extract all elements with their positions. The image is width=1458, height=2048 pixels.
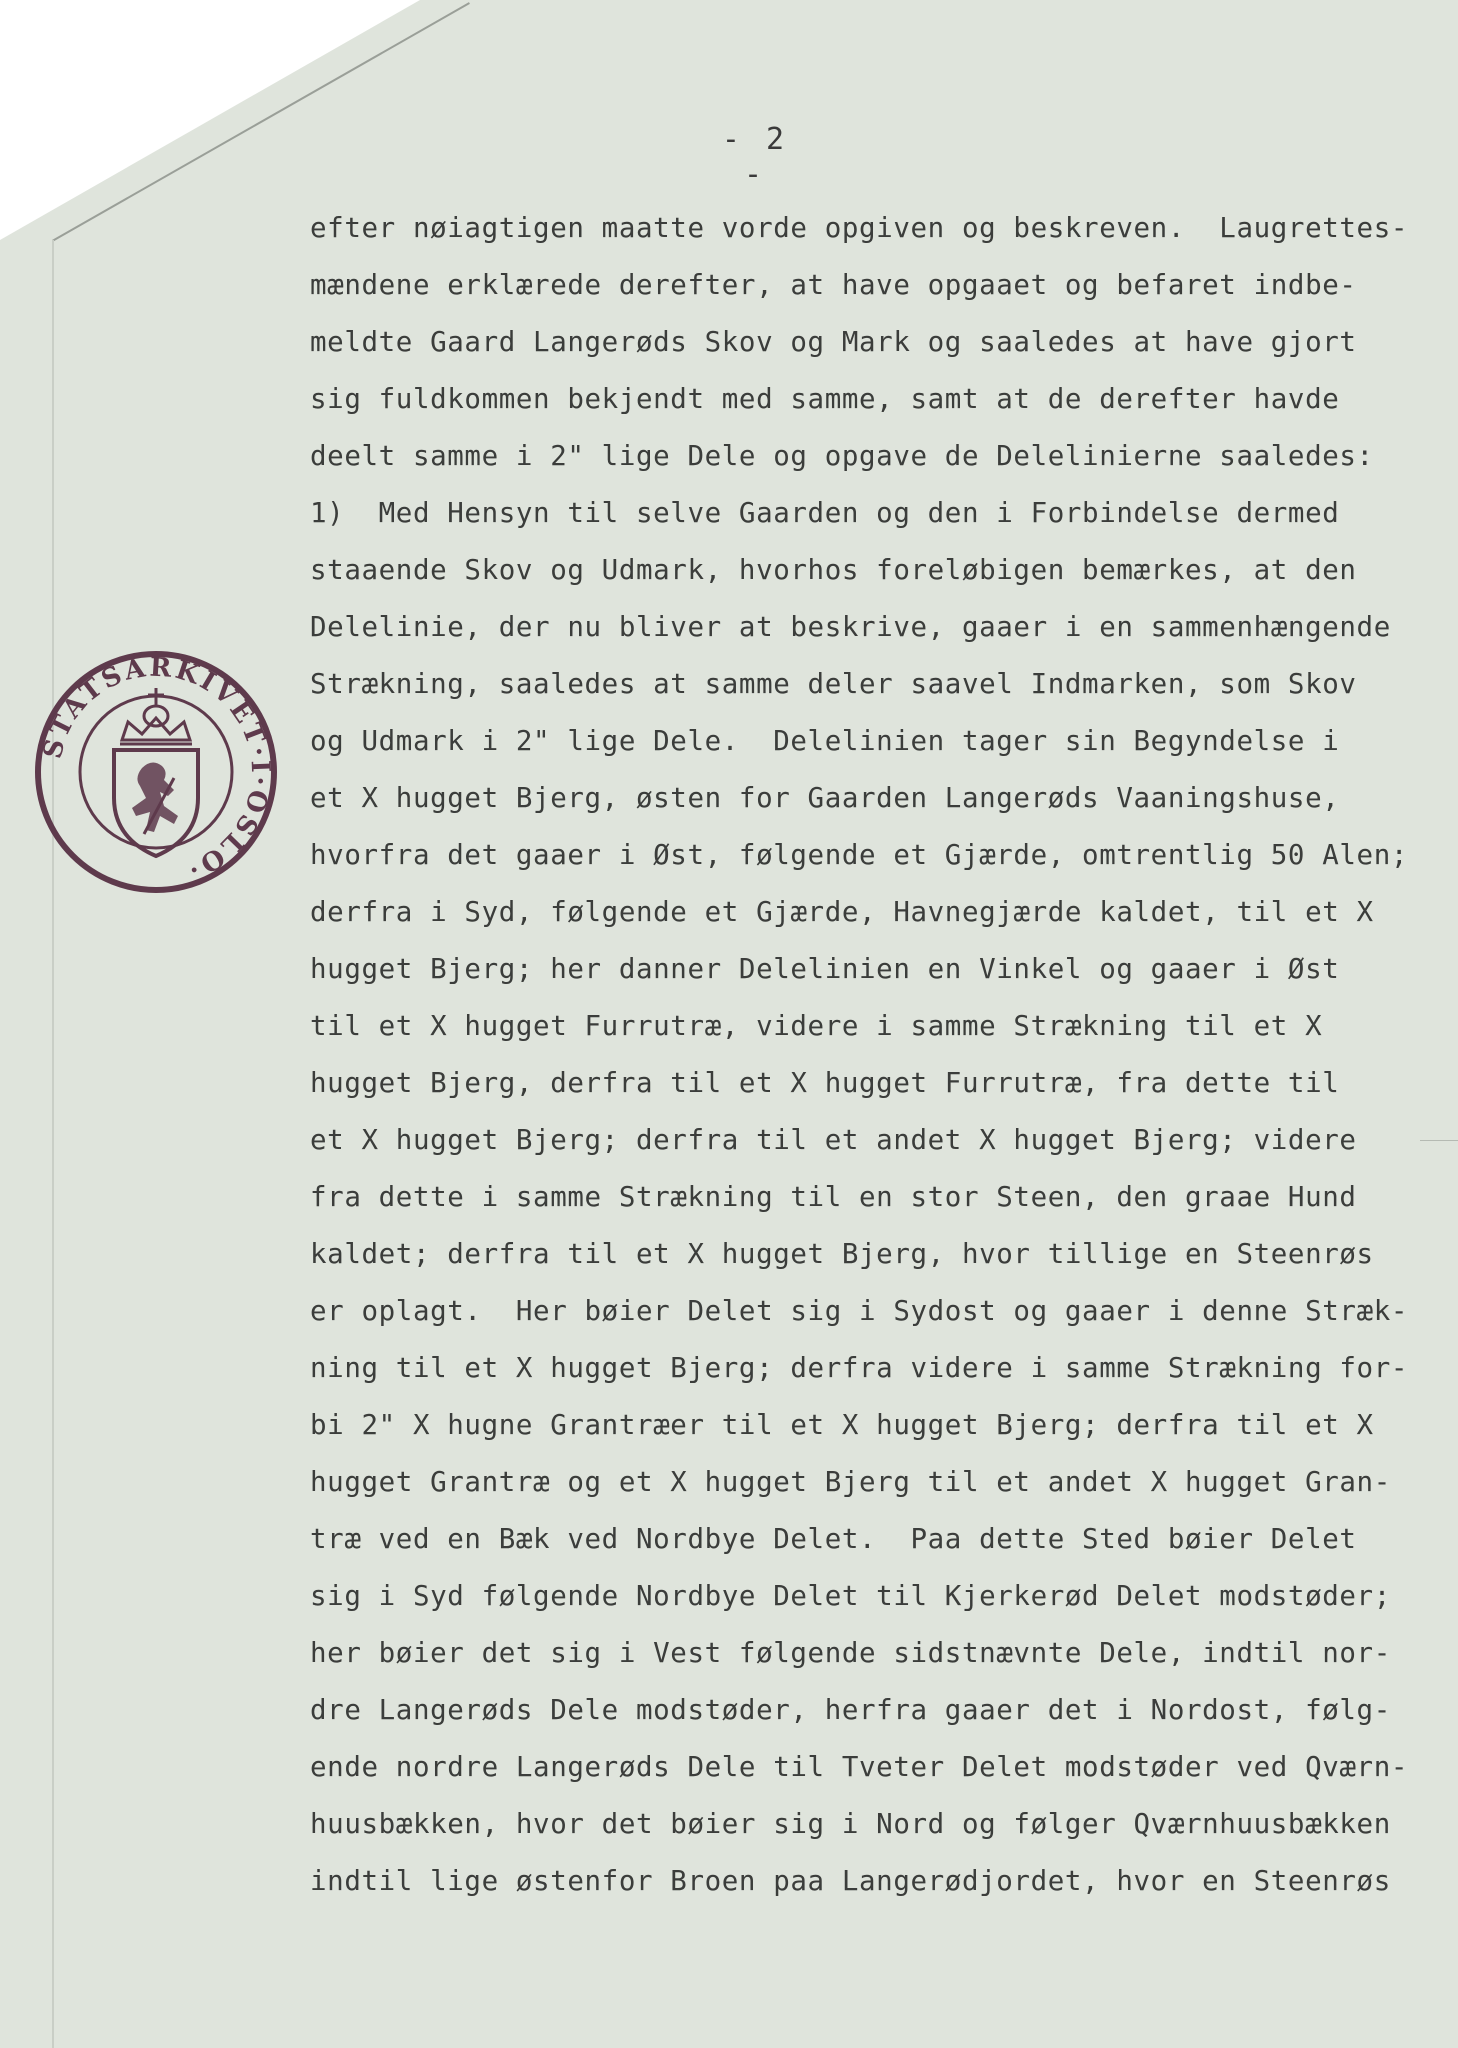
text-line: her bøier det sig i Vest følgende sidstnævnte Dele, indtil nor- <box>310 1637 1391 1669</box>
text-line: til et X hugget Furrutræ, videre i samme Strækning til et X <box>310 1010 1323 1042</box>
text-line: er oplagt. Her bøier Delet sig i Sydost og gaaer i denne Stræk- <box>310 1295 1409 1327</box>
text-line: et X hugget Bjerg, østen for Gaarden Langerøds Vaaningshuse, <box>310 782 1340 814</box>
text-line: fra dette i samme Strækning til en stor Steen, den graae Hund <box>310 1181 1357 1213</box>
text-line: og Udmark i 2" lige Dele. Delelinien tager sin Begyndelse i <box>310 725 1340 757</box>
document-text <box>310 208 1420 1918</box>
text-line: hugget Bjerg; her danner Delelinien en Vinkel og gaaer i Øst <box>310 953 1340 985</box>
text-line: meldte Gaard Langerøds Skov og Mark og saaledes at have gjort <box>310 326 1357 358</box>
text-line: hvorfra det gaaer i Øst, følgende et Gjærde, omtrentlig 50 Alen; <box>310 839 1409 871</box>
text-line: ende nordre Langerøds Dele til Tveter Delet modstøder ved Qværn- <box>310 1751 1409 1783</box>
text-line: 1) Med Hensyn til selve Gaarden og den i Forbindelse dermed <box>310 497 1340 529</box>
text-line: træ ved en Bæk ved Nordbye Delet. Paa dette Sted bøier Delet <box>310 1523 1357 1555</box>
text-line: kaldet; derfra til et X hugget Bjerg, hvor tillige en Steenrøs <box>310 1238 1374 1270</box>
page-fold-mark <box>1420 1140 1458 1141</box>
page-number: - 2 - <box>721 122 789 192</box>
text-line: sig fuldkommen bekjendt med samme, samt at de derefter havde <box>310 383 1340 415</box>
text-line: indtil lige østenfor Broen paa Langerødjordet, hvor en Steenrøs <box>310 1865 1391 1897</box>
text-line: sig i Syd følgende Nordbye Delet til Kjerkerød Delet modstøder; <box>310 1580 1391 1612</box>
text-line: Strækning, saaledes at samme deler saavel Indmarken, som Skov <box>310 668 1357 700</box>
text-line: mændene erklærede derefter, at have opgaaet og befaret indbe- <box>310 269 1357 301</box>
text-line: Delelinie, der nu bliver at beskrive, gaaer i en sammenhængende <box>310 611 1391 643</box>
text-line: huusbækken, hvor det bøier sig i Nord og følger Qværnhuusbækken <box>310 1808 1391 1840</box>
text-line: efter nøiagtigen maatte vorde opgiven og beskreven. Laugrettes- <box>310 212 1409 244</box>
page-corner-cut <box>0 0 420 240</box>
text-line: staaende Skov og Udmark, hvorhos foreløbigen bemærkes, at den <box>310 554 1357 586</box>
text-line: hugget Grantræ og et X hugget Bjerg til et andet X hugget Gran- <box>310 1466 1391 1498</box>
text-line: bi 2" X hugne Grantræer til et X hugget Bjerg; derfra til et X <box>310 1409 1374 1441</box>
text-line: ning til et X hugget Bjerg; derfra videre i samme Strækning for- <box>310 1352 1409 1384</box>
archive-seal-stamp <box>32 648 280 896</box>
page-left-edge <box>52 240 54 2048</box>
text-line: derfra i Syd, følgende et Gjærde, Havnegjærde kaldet, til et X <box>310 896 1374 928</box>
text-line: hugget Bjerg, derfra til et X hugget Furrutræ, fra dette til <box>310 1067 1340 1099</box>
svg-text:STATSARKIVET·I·OSLO·: STATSARKIVET·I·OSLO· <box>37 652 276 886</box>
text-line: et X hugget Bjerg; derfra til et andet X hugget Bjerg; videre <box>310 1124 1357 1156</box>
text-line: deelt samme i 2" lige Dele og opgave de Delelinierne saaledes: <box>310 440 1374 472</box>
text-line: dre Langerøds Dele modstøder, herfra gaaer det i Nordost, følg- <box>310 1694 1391 1726</box>
